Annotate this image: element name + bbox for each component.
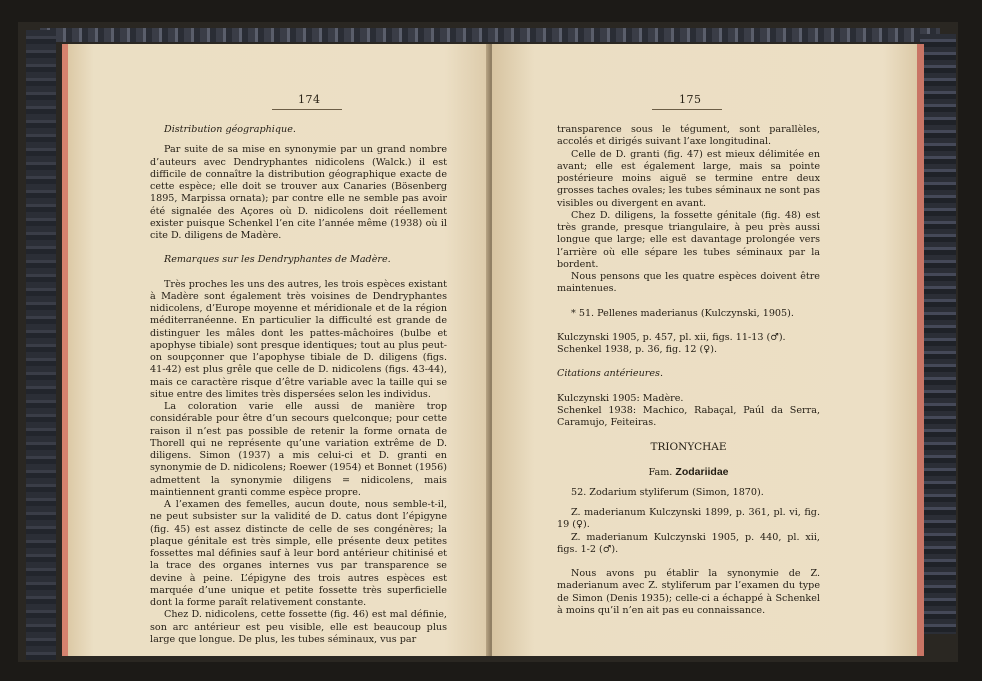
- paragraph: Nous pensons que les quatre espèces doivent être maintenues.: [557, 271, 820, 295]
- paragraph: Celle de D. granti (fig. 47) est mieux délimitée en avant; elle est également large, mais sa pointe postérieure moins aiguë se termine entre deux grosses taches ovales; les tubes séminaux ne sont pas visibles ou divergent en avant.: [557, 148, 820, 209]
- heading-remarques: Remarques sur les Dendryphantes de Madère.: [164, 254, 391, 266]
- family-heading: [557, 466, 820, 479]
- tribe-heading: TRIONYCHAE: [650, 441, 727, 454]
- paragraph: A l’examen des femelles, aucun doute, nous semble-t-il, ne peut subsister sur la validité de D. catus dont l’épigyne (fig. 45) est assez distincte de celle de ses congénères; la plaque génitale est très simple, elle présente deux petites fossettes mal définies sauf à leur bord antérieur chitinisé et la trace des organes internes vus par transparence se devine à peine. L’épigyne des trois autres espèces est marquée d’une unique et petite fossette très superficielle dont la forme paraît relativement constante.: [150, 499, 447, 608]
- paragraph: Très proches les uns des autres, les trois espèces existant à Madère sont également très voisines de Dendryphantes nidicolens, d’Europe moyenne et méridionale et de la région méditerranéenne. En particulier la difficulté est grande de distinguer les mâles dont les pattes-mâchoires (bulbe et apophyse tibiale) sont presque identiques; tout au plus peut-on soupçonner que l’apophyse tibiale de D. diligens (figs. 41-42) est plus grêle que celle de D. nidicolens (figs. 43-44), mais ce caractère risque d’être variable avec la taille qui se situe entre des limites très dispersées selon les individus.: [150, 278, 447, 400]
- reference-line: Z. maderianum Kulczynski 1905, p. 440, pl. xii, figs. 1-2 (♂).: [557, 531, 820, 555]
- paragraph: Chez D. diligens, la fossette génitale (fig. 48) est très grande, presque triangulaire, à peu près aussi longue que large; elle est davantage prolongée vers l’arrière où elle sépare les tubes séminaux par la bordent.: [557, 209, 820, 270]
- right-page-text: [557, 124, 820, 617]
- left-page-number: 174: [298, 93, 321, 106]
- paragraph: La coloration varie elle aussi de manière trop considérable pour être d’un secours quelconque; pour cette raison il n’est pas possible de retenir la forme ornata de Thorell qui ne représente qu’une variation extrême de D. diligens. Simon (1937) a mis celui-ci et D. granti en synonymie de D. nidicolens; Roewer (1954) et Bonnet (1956) admettent la synonymie diligens = nidicolens, mais maintiennent granti comme espèce propre.: [150, 401, 447, 498]
- cover-right-edge: [920, 34, 956, 634]
- right-page-rule: [652, 109, 722, 110]
- reference-line: Schenkel 1938, p. 36, fig. 12 (♀).: [557, 344, 718, 355]
- family-name: Zodariidae: [675, 465, 729, 478]
- reference-line: Z. maderianum Kulczynski 1899, p. 361, pl. vi, fig. 19 (♀).: [557, 507, 820, 531]
- heading-citations: Citations antérieures.: [557, 368, 664, 380]
- citation-line: Schenkel 1938: Machico, Rabaçal, Paúl da Serra, Caramujo, Feiteiras.: [557, 404, 820, 428]
- left-page-text: [150, 124, 447, 646]
- cover-left-edge: [26, 30, 56, 660]
- right-page-number: 175: [679, 93, 702, 106]
- cover-top-edge: [40, 28, 940, 42]
- species-heading-52: 52. Zodarium styliferum (Simon, 1870).: [571, 486, 764, 498]
- heading-distribution: Distribution géographique.: [164, 124, 296, 135]
- species-heading-51: * 51. Pellenes maderianus (Kulczynski, 1905).: [571, 307, 794, 319]
- paragraph: Nous avons pu établir la synonymie de Z. maderianum avec Z. styliferum par l’examen du type de Simon (Denis 1935); celle-ci a échappé à Schenkel à moins qu’il n’en ait pas eu connaissance.: [557, 568, 820, 616]
- paragraph: transparence sous le tégument, sont parallèles, accolés et dirigés suivant l’axe longitudinal.: [557, 124, 820, 148]
- family-prefix: Fam.: [648, 466, 673, 478]
- paragraph: Par suite de sa mise en synonymie par un grand nombre d’auteurs avec Dendryphantes nidicolens (Walck.) il est difficile de connaître la distribution géographique exacte de cette espèce; elle doit se trouver aux Canaries (Bösenberg 1895, Marpissa ornata); par contre elle ne semble pas avoir été signalée des Açores où D. nidicolens doit réellement exister puisque Schenkel l’en cite l’année même (1938) où il cite D. diligens de Madère.: [150, 144, 447, 241]
- reference-line: Kulczynski 1905, p. 457, pl. xii, figs. 11-13 (♂).: [557, 331, 786, 343]
- left-page-rule: [272, 109, 342, 110]
- citation-line: Kulczynski 1905: Madère.: [557, 392, 684, 404]
- paragraph: Chez D. nidicolens, cette fossette (fig. 46) est mal définie, son arc antérieur est peu visible, elle est beaucoup plus large que longue. De plus, les tubes séminaux, vus par: [150, 609, 447, 645]
